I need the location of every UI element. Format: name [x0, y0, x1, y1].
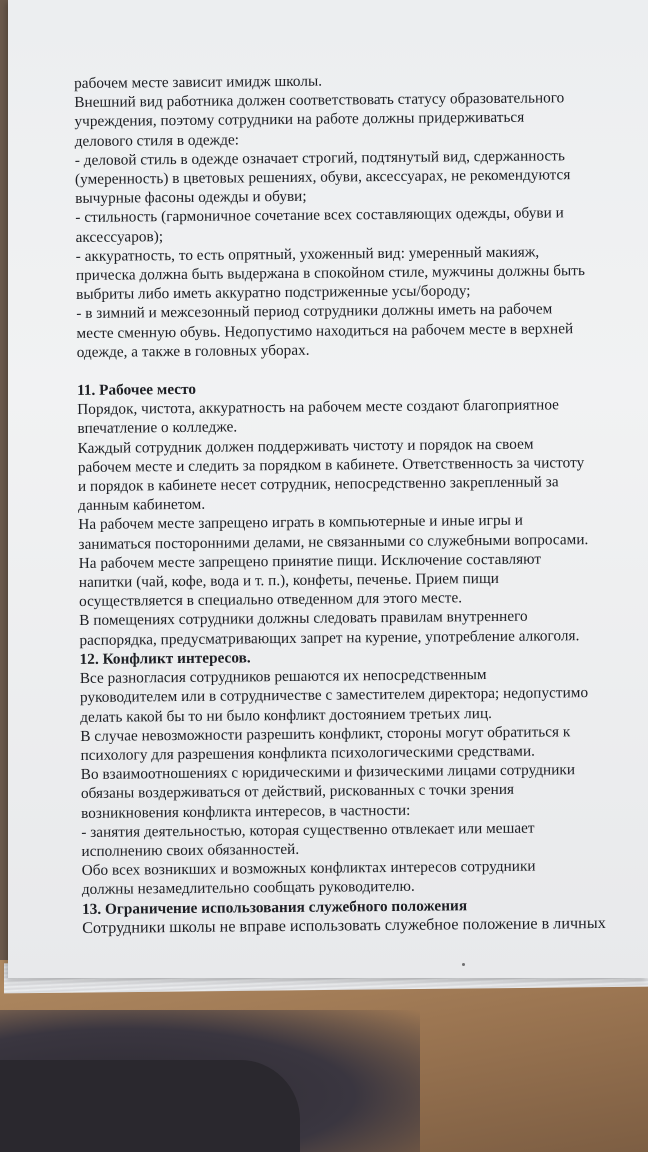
document-text — [74, 69, 642, 938]
dust-speck — [462, 963, 465, 966]
text-line: психологу для разрешения конфликта психологическими средствами. — [80, 742, 536, 764]
text-line: аксессуаров); — [75, 227, 164, 246]
section-heading-11: 11. Рабочее место — [76, 380, 197, 400]
text-line: должны незамедлительно сообщать руководителю. — [81, 878, 415, 899]
text-line: На рабочем месте запрещено играть в компьютерные и иные игры и — [78, 512, 523, 534]
text-line: - занятия деятельностью, которая существенно отвлекает или мешает — [81, 819, 535, 841]
text-line: Внешний вид работника должен соответствовать статусу образовательного — [74, 89, 565, 112]
text-line: Во взаимоотношениях с юридическими и физическими лицами сотрудники — [80, 761, 576, 784]
text-line: распорядка, предусматривающих запрет на курение, употребление алкоголя. — [79, 626, 580, 649]
text-line: В случае невозможности разрешить конфликт, стороны могут обратиться к — [80, 722, 571, 745]
text-line: Все разногласия сотрудников решаются их непосредственным — [79, 666, 487, 688]
text-line: впечатление о колледже. — [77, 418, 238, 438]
text-line: учреждения, поэтому сотрудники на работе должны придерживаться — [74, 109, 525, 131]
text-line: - в зимний и межсезонный период сотрудники должны иметь на рабочем — [76, 300, 553, 323]
text-line: осуществляется в специально отведенном для этого месте. — [78, 589, 463, 611]
text-line: месте сменную обувь. Недопустимо находиться на рабочем месте в верхней — [76, 319, 574, 342]
section-heading-13: 13. Ограничение использования служебного положения — [81, 896, 468, 918]
text-line: Порядок, чистота, аккуратность на рабочем месте создают благоприятное — [77, 396, 560, 419]
text-line: исполнению своих обязанностей. — [81, 840, 300, 860]
text-line: и порядок в кабинете несет сотрудник, непосредственно закрепленный за — [77, 473, 559, 496]
text-line: Сотрудники школы не вправе использовать служебное положение в личных — [82, 913, 606, 937]
text-line: Каждый сотрудник должен поддерживать чистоту и порядок на своем — [77, 435, 534, 457]
text-line: руководителем или в сотрудничестве с заместителем директора; недопустимо — [79, 684, 589, 707]
text-line: заниматься посторонними делами, не связанными со служебными вопросами. — [78, 530, 589, 553]
text-line: выбриты либо иметь аккуратно подстриженные усы/бороду; — [76, 282, 471, 304]
text-line: данным кабинетом. — [78, 496, 206, 515]
text-line: одежде, а также в головных уборах. — [76, 341, 310, 361]
text-line: В помещениях сотрудники должны следовать правилам внутреннего — [79, 608, 528, 630]
text-line: На рабочем месте запрещено принятие пищи. Исключение составляют — [78, 550, 542, 572]
text-line: (умеренность) в цветовых решениях, обуви, аксессуарах, не рекомендуются — [74, 166, 571, 189]
text-line: делать какой бы то ни было конфликт достоянием третьих лиц. — [80, 704, 493, 726]
section-heading-12: 12. Конфликт интересов. — [79, 649, 251, 668]
text-line: - стильность (гармоничное сочетание всех составляющих одежды, обуви и — [75, 204, 564, 227]
text-line: рабочем месте и следить за порядком в кабинете. Ответственность за чистоту — [77, 453, 585, 476]
text-line: обязаны воздерживаться от действий, рискованных с точки зрения — [80, 781, 515, 803]
text-line: вычурные фасоны одежды и обуви; — [75, 187, 307, 208]
text-line: - аккуратность, то есть опрятный, ухоженный вид: умеренный макияж, — [75, 243, 540, 265]
text-line: возникновения конфликта интересов, в частности: — [81, 801, 411, 822]
text-line: рабочем месте зависит имидж школы. — [74, 72, 323, 92]
text-line: Обо всех возникших и возможных конфликтах интересов сотрудники — [81, 857, 536, 880]
text-line: - деловой стиль в одежде означает строгий, подтянутый вид, сдержанность — [74, 147, 565, 169]
text-line: прическа должна быть выдержана в спокойном стиле, мужчины должны быть — [75, 262, 586, 285]
text-line: делового стиля в одежде: — [74, 131, 240, 150]
dark-object — [0, 1060, 300, 1152]
document-page — [8, 0, 648, 978]
text-line: напитки (чай, кофе, вода и т. п.), конфеты, печенье. Прием пищи — [78, 570, 499, 592]
